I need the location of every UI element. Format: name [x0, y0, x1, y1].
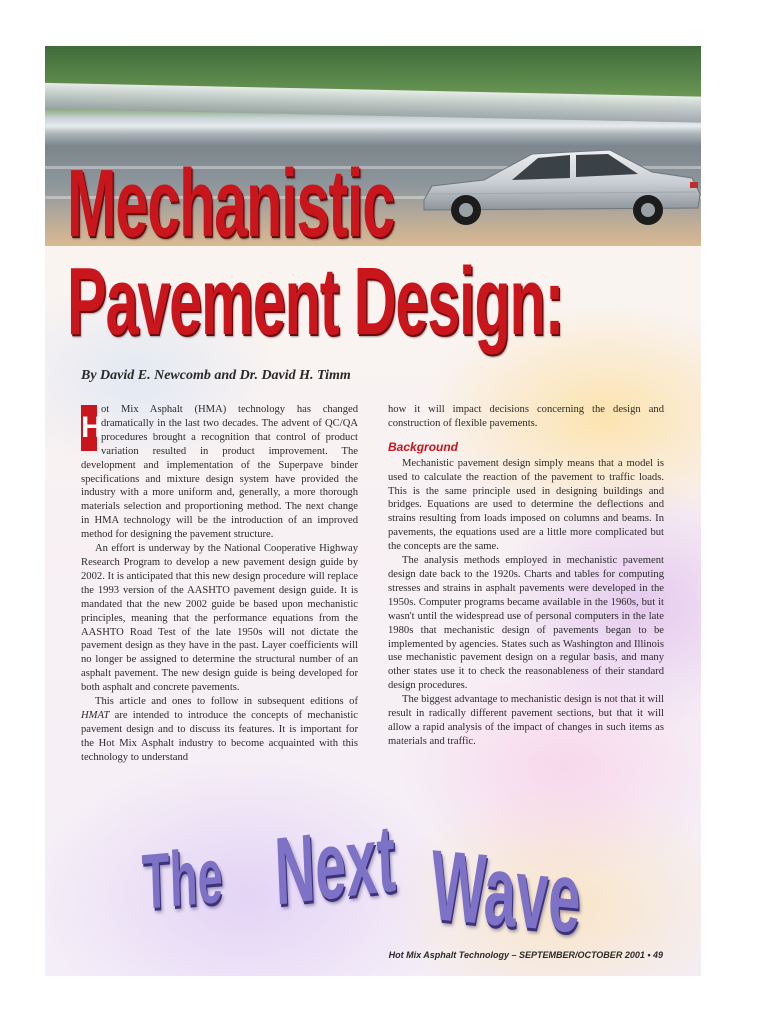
left-column: [81, 403, 358, 765]
wave-word: Next: [272, 804, 398, 926]
wave-word: The: [140, 830, 224, 926]
page-footer: Hot Mix Asphalt Technology – SEPTEMBER/OCTOBER 2001 • 49: [388, 950, 663, 960]
guardrail-graphic: [45, 83, 701, 124]
paragraph: The biggest advantage to mechanistic design is not that it will result in radically different pavement sections, but that it will allow a rapid analysis of the impact of changes in such items as materials and traffic.: [388, 694, 664, 747]
magazine-page: [45, 46, 701, 976]
paragraph: Mechanistic pavement design simply means that a model is used to calculate the reaction of the pavement to traffic loads. This is the same principle used in designing buildings and bridges. Equations are used to determine the deflections and strains resulting from loads imposed on columns and beams. In pavements, the equations used are a little more complicated but the concepts are the same.: [388, 457, 664, 553]
car-image: [420, 142, 701, 230]
paragraph: This article and ones to follow in subsequent editions of HMAT are intended to introduce the concepts of mechanistic pavement design and to discuss its features. It is important for the Hot Mix Asphalt industry to become acquainted with this technology to understand: [81, 696, 358, 763]
paragraph: The analysis methods employed in mechanistic pavement design date back to the 1920s. Charts and tables for computing stresses and strains in asphalt pavements were developed in the 1950s. Computer programs became available in the 1960s, but it wasn't until the widespread use of personal computers in the late 1980s that mechanistic design of pavements began to be implemented by agencies. States such as Washington and Illinois use mechanistic pavement design on a regular basis, and many other states use it to check the reasonableness of their standard design procedures.: [388, 555, 664, 692]
paragraph: H ot Mix Asphalt (HMA) technology has changed dramatically in the last two decades. The advent of QC/QA procedures brought a recognition that control of product variation resulted in product improvement. The development and implementation of the Superpave binder specifications and mixture design system have provided the industry with a more uniform and, generally, a more thorough materials selection and proportioning method. The next change in HMA technology will be the introduction of an improved method for designing the pavement structure.: [81, 404, 358, 541]
paragraph: An effort is underway by the National Cooperative Highway Research Program to develop a new pavement design guide by 2002. It is anticipated that this new design procedure will replace the 1993 version of the AASHTO pavement design guide. It is mandated that the new 2002 guide be based upon mechanistic principles, meaning that the performance equations from the AASHTO Road Test of the late 1950s will not dictate the pavement design as they have in the past. Layer coefficients will no longer be assigned to determine the structural number of an asphalt pavement. The new design guide is being developed for both asphalt and concrete pavements.: [81, 543, 358, 694]
paragraph: how it will impact decisions concerning the design and construction of flexible pavements.: [388, 404, 664, 429]
right-column: [388, 403, 664, 749]
wave-word: Wave: [429, 829, 583, 955]
section-heading: Background: [388, 439, 459, 454]
byline: By David E. Newcomb and Dr. David H. Timm: [81, 368, 351, 383]
next-wave-title: [140, 804, 641, 961]
headline-line-1: Mechanistic: [67, 150, 395, 257]
headline-line-2: Pavement Design:: [67, 248, 564, 355]
drop-cap: H: [81, 405, 97, 451]
